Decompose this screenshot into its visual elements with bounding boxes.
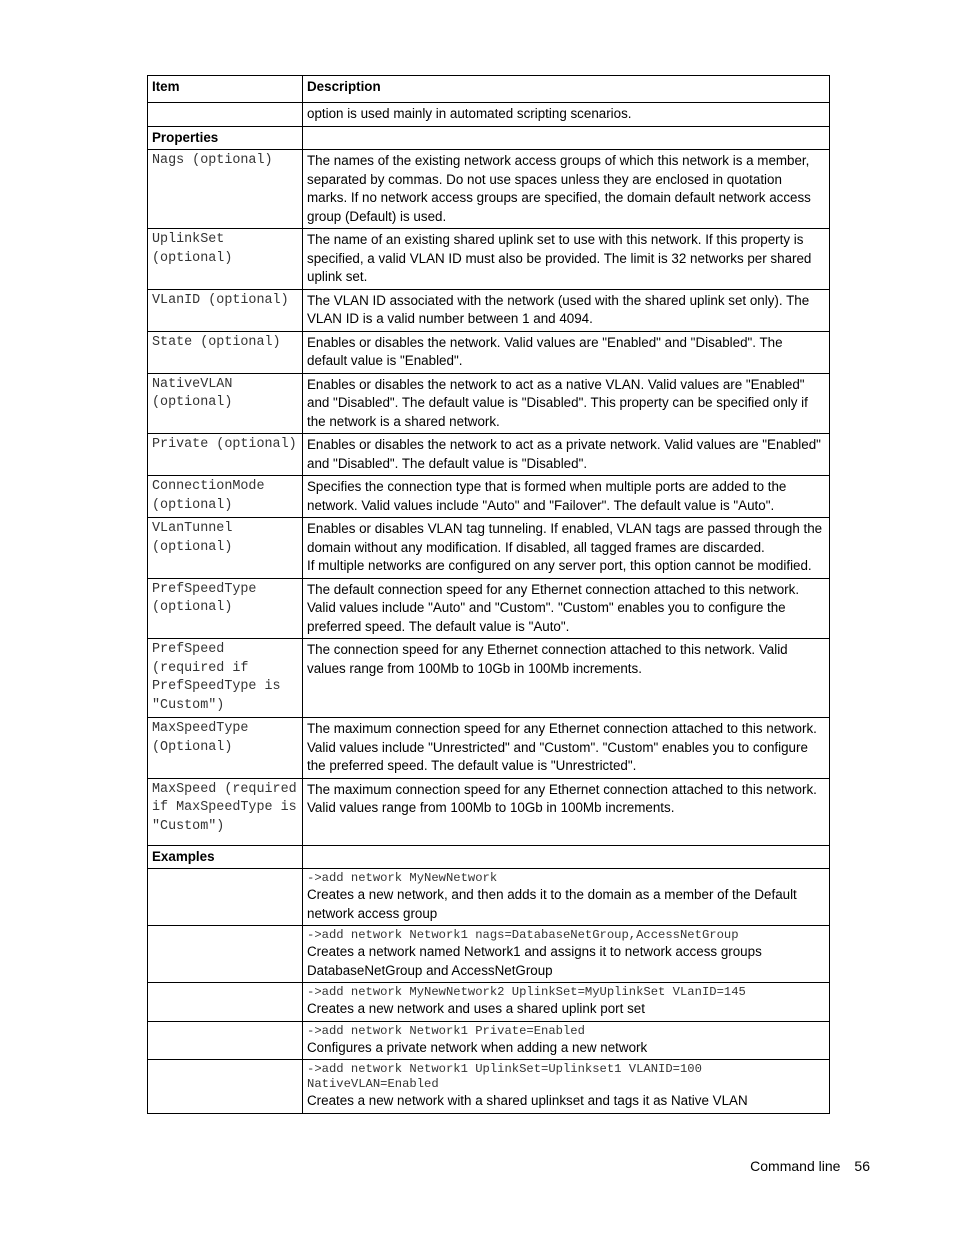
- property-name: Private (optional): [148, 434, 303, 476]
- property-name: UplinkSet (optional): [148, 229, 303, 290]
- property-description-line: Enables or disables VLAN tag tunneling. If enabled, VLAN tags are passed through the domain without any modification. If disabled, all tagged frames are discarded.: [307, 521, 823, 555]
- property-description: Enables or disables the network to act as a private network. Valid values are "Enabled" and "Disabled". The default value is "Disabled".: [303, 434, 830, 476]
- property-description: The VLAN ID associated with the network (used with the shared uplink set only). The VLAN ID is a valid number between 1 and 4094.: [303, 289, 830, 331]
- property-description: The maximum connection speed for any Ethernet connection attached to this network. Valid values include "Unrestricted" and "Custom". "Custom" enables you to configure the preferred speed. The default value is "Unrestricted".: [303, 718, 830, 779]
- property-name: MaxSpeedType (Optional): [148, 718, 303, 779]
- empty-cell: [148, 103, 303, 127]
- property-description: The default connection speed for any Ethernet connection attached to this network. Valid values include "Auto" and "Custom". "Custom" enables you to configure the preferred speed. The default value is "Auto".: [303, 578, 830, 639]
- empty-cell: [148, 869, 303, 926]
- empty-cell: [303, 126, 830, 150]
- table-row: [148, 229, 830, 290]
- header-item: Item: [148, 76, 303, 103]
- table-header-row: [148, 76, 830, 103]
- example-row: [148, 1060, 830, 1114]
- property-description-note: If multiple networks are configured on any server port, this option cannot be modified.: [307, 558, 812, 573]
- example-command: ->add network MyNewNetwork: [307, 871, 498, 885]
- empty-cell: [148, 926, 303, 983]
- example-cell: [303, 1060, 830, 1114]
- command-reference-table: [147, 75, 830, 1114]
- property-description: [303, 518, 830, 579]
- property-name: PrefSpeed (required if PrefSpeedType is "Custom"): [148, 639, 303, 718]
- table-row: [148, 434, 830, 476]
- example-cell: [303, 983, 830, 1022]
- property-description: Enables or disables the network. Valid values are "Enabled" and "Disabled". The default value is "Enabled".: [303, 331, 830, 373]
- empty-cell: [148, 1060, 303, 1114]
- property-name: PrefSpeedType (optional): [148, 578, 303, 639]
- property-name: Nags (optional): [148, 150, 303, 229]
- property-name: MaxSpeed (required if MaxSpeedType is "Custom"): [148, 778, 303, 845]
- property-description: The connection speed for any Ethernet connection attached to this network. Valid values range from 100Mb to 10Gb in 100Mb increments.: [303, 639, 830, 718]
- page-number: 56: [854, 1158, 870, 1174]
- section-label-properties: Properties: [148, 126, 303, 150]
- empty-cell: [148, 1021, 303, 1060]
- continuation-text: option is used mainly in automated scripting scenarios.: [303, 103, 830, 127]
- empty-cell: [303, 845, 830, 869]
- property-description: The name of an existing shared uplink set to use with this network. If this property is specified, a valid VLAN ID must also be provided. The limit is 32 networks per shared uplink set.: [303, 229, 830, 290]
- table-row: [148, 476, 830, 518]
- example-description: Creates a new network, and then adds it to the domain as a member of the Default network access group: [307, 887, 797, 921]
- example-description: Creates a network named Network1 and assigns it to network access groups DatabaseNetGroup and AccessNetGroup: [307, 944, 762, 978]
- example-command: ->add network Network1 Private=Enabled: [307, 1023, 585, 1038]
- example-command: ->add network Network1 nags=DatabaseNetGroup,AccessNetGroup: [307, 928, 739, 942]
- property-name: VLanID (optional): [148, 289, 303, 331]
- property-description: Enables or disables the network to act as a native VLAN. Valid values are "Enabled" and "Disabled". The default value is "Disabled". This property can be specified only if the network is a shared network.: [303, 373, 830, 434]
- example-row: [148, 869, 830, 926]
- example-row: [148, 983, 830, 1022]
- table-row: [148, 778, 830, 845]
- section-label-examples: Examples: [148, 845, 303, 869]
- table-row: [148, 289, 830, 331]
- example-description: Creates a new network with a shared uplinkset and tags it as Native VLAN: [307, 1093, 748, 1108]
- property-description: Specifies the connection type that is formed when multiple ports are added to the network. Valid values include "Auto" and "Failover". The default value is "Auto".: [303, 476, 830, 518]
- table-row: [148, 518, 830, 579]
- example-command: ->add network MyNewNetwork2 UplinkSet=MyUplinkSet VLanID=145: [307, 985, 746, 999]
- example-description: Creates a new network and uses a shared uplink port set: [307, 1001, 645, 1016]
- example-cell: [303, 1021, 830, 1060]
- property-name: State (optional): [148, 331, 303, 373]
- page-footer: [736, 1158, 870, 1174]
- table-row: [148, 331, 830, 373]
- example-description: Configures a private network when adding a new network: [307, 1039, 648, 1055]
- section-row-properties: [148, 126, 830, 150]
- example-command: ->add network Network1 UplinkSet=Uplinkset1 VLANID=100 NativeVLAN=Enabled: [307, 1062, 702, 1091]
- property-description: The names of the existing network access groups of which this network is a member, separated by commas. Do not use spaces unless they are enclosed in quotation marks. If no network access groups are specified, the domain default network access group (Default) is used.: [303, 150, 830, 229]
- property-name: VLanTunnel (optional): [148, 518, 303, 579]
- table-row: [148, 150, 830, 229]
- property-description: The maximum connection speed for any Ethernet connection attached to this network. Valid values range from 100Mb to 10Gb in 100Mb increments.: [303, 778, 830, 845]
- example-row: [148, 1021, 830, 1060]
- example-cell: [303, 869, 830, 926]
- header-description: Description: [303, 76, 830, 103]
- example-row: [148, 926, 830, 983]
- table-row: [148, 373, 830, 434]
- property-name: ConnectionMode (optional): [148, 476, 303, 518]
- footer-section-title: Command line: [750, 1158, 841, 1174]
- table-row: [148, 718, 830, 779]
- table-row: [148, 578, 830, 639]
- empty-cell: [148, 983, 303, 1022]
- property-name: NativeVLAN (optional): [148, 373, 303, 434]
- table-row: [148, 639, 830, 718]
- table-row: [148, 103, 830, 127]
- section-row-examples: [148, 845, 830, 869]
- example-cell: [303, 926, 830, 983]
